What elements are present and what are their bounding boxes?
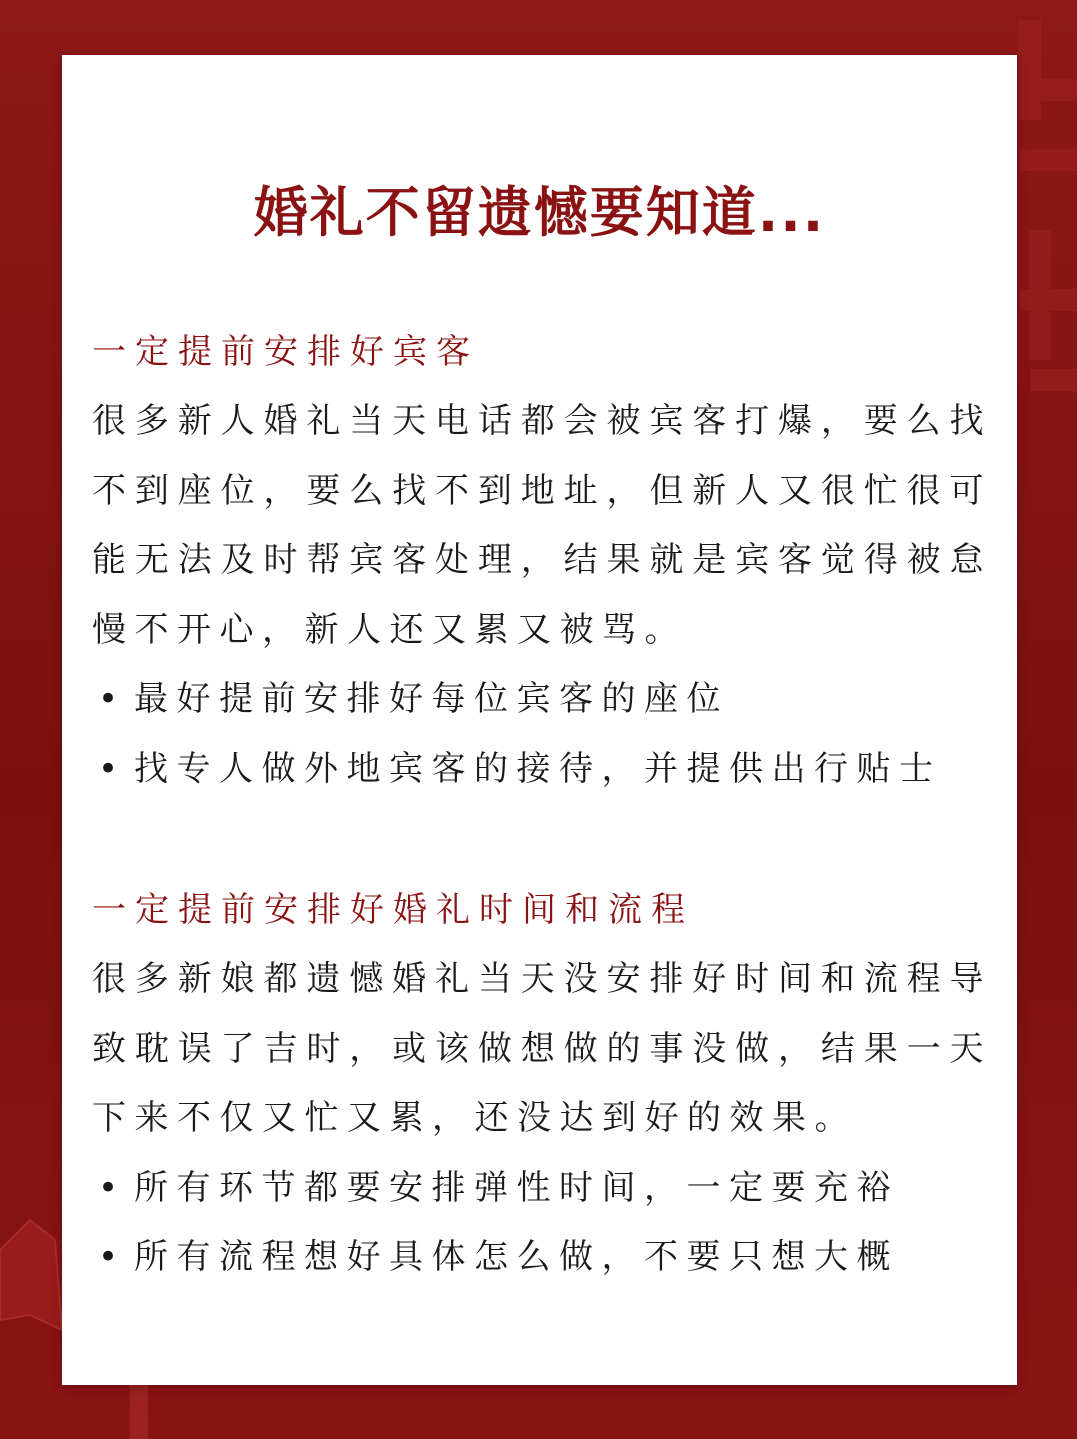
content-card [62,55,1017,1385]
page-title: 婚礼不留遗憾要知道... [253,181,826,244]
bullet-text: 所有环节都要安排弹性时间，一定要充裕 [134,1167,899,1208]
bullet-item [92,1154,992,1224]
section-schedule [92,875,992,1293]
bullet-icon: • [98,679,119,719]
bullet-item [92,1223,992,1293]
bullet-text: 最好提前安排好每位宾客的座位 [134,679,729,719]
bullet-icon: • [98,1237,119,1277]
bullet-text: 找专人做外地宾客的接待，并提供出行贴士 [134,748,942,789]
section-body: 很多新人婚礼当天电话都会被宾客打爆，要么找不到座位，要么找不到地址，但新人又很忙很可能无法及时帮宾客处理，结果就是宾客觉得被怠慢不开心，新人还又累又被骂。 [92,401,992,650]
section-heading: 一定提前安排好婚礼时间和流程 [92,890,694,930]
section-heading: 一定提前安排好宾客 [92,332,479,372]
bullet-item [92,665,992,735]
section-guests [92,317,992,804]
bullet-item [92,735,992,805]
bullet-text: 所有流程想好具体怎么做，不要只想大概 [134,1237,899,1277]
bullet-icon: • [98,748,119,789]
section-body: 很多新娘都遗憾婚礼当天没安排好时间和流程导致耽误了吉时，或该做想做的事没做，结果一天下来不仅又忙又累，还没达到好的效果。 [92,959,992,1138]
bullet-icon: • [98,1167,119,1208]
